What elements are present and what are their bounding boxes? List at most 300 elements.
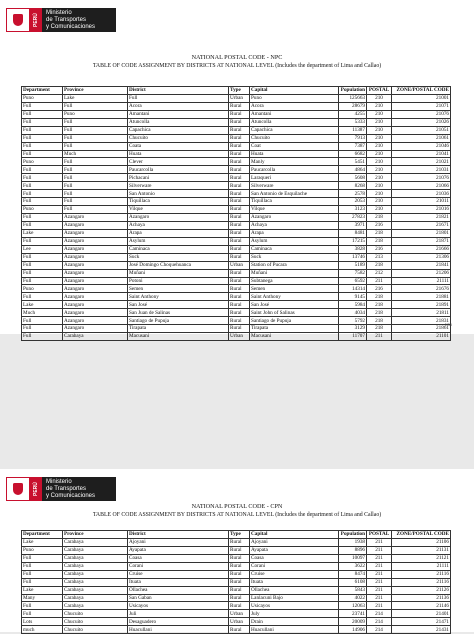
table-cell: Huata bbox=[128, 150, 229, 158]
table-cell: Carabaya bbox=[63, 578, 128, 586]
table-cell: 21821 bbox=[392, 214, 451, 222]
table-cell: Full bbox=[22, 317, 63, 325]
table-cell: Ajoyani bbox=[128, 538, 229, 546]
table-cell: Rural bbox=[229, 253, 250, 261]
table-cell: Azangaro bbox=[63, 301, 128, 309]
table-cell: Corani bbox=[250, 562, 339, 570]
table-cell: Amantani bbox=[128, 110, 229, 118]
table-cell: 17215 bbox=[339, 237, 367, 245]
table-row bbox=[22, 126, 451, 134]
table-cell: 210 bbox=[367, 118, 392, 126]
table-cell: Full bbox=[22, 610, 63, 618]
table-cell: Ollachea bbox=[250, 586, 339, 594]
table-cell: 210 bbox=[367, 166, 392, 174]
table-cell: Urban bbox=[229, 618, 250, 626]
table-cell: 8481 bbox=[339, 229, 367, 237]
table-cell: 211 bbox=[367, 333, 392, 341]
table-cell: 8896 bbox=[339, 546, 367, 554]
table-cell: 21001 bbox=[392, 94, 451, 102]
table-cell: Rural bbox=[229, 150, 250, 158]
table-cell: Puno bbox=[22, 94, 63, 102]
table-cell: 8474 bbox=[339, 570, 367, 578]
table-cell: 21891 bbox=[392, 301, 451, 309]
column-header: Department bbox=[22, 531, 63, 539]
table-cell: 5333 bbox=[339, 118, 367, 126]
table-cell: Urban bbox=[229, 94, 250, 102]
table-cell: Lee bbox=[22, 245, 63, 253]
table-cell: Rural bbox=[229, 110, 250, 118]
column-header: Type bbox=[229, 531, 250, 539]
table-cell: 8268 bbox=[339, 182, 367, 190]
table-cell: 7582 bbox=[339, 269, 367, 277]
column-header: District bbox=[128, 87, 229, 95]
coat-of-arms-icon bbox=[6, 477, 30, 501]
table-cell: 14906 bbox=[339, 626, 367, 634]
table-cell: 21831 bbox=[392, 317, 451, 325]
table-cell: 218 bbox=[367, 301, 392, 309]
table-cell: Carabaya bbox=[63, 538, 128, 546]
table-cell: Full bbox=[22, 126, 63, 134]
table-cell: 21051 bbox=[392, 126, 451, 134]
table-cell: Rural bbox=[229, 578, 250, 586]
table-cell: 5451 bbox=[339, 158, 367, 166]
table-cell: Coasa bbox=[128, 554, 229, 562]
column-header: Population bbox=[339, 531, 367, 539]
table-cell: Ituata bbox=[250, 578, 339, 586]
table-cell: Suck bbox=[128, 253, 229, 261]
table-cell: Macusani bbox=[128, 333, 229, 341]
table-row bbox=[22, 182, 451, 190]
table-row bbox=[22, 301, 451, 309]
table-cell: 6108 bbox=[339, 578, 367, 586]
table-row bbox=[22, 94, 451, 102]
table-cell: 211 bbox=[367, 594, 392, 602]
table-cell: Full bbox=[128, 94, 229, 102]
table-cell: Puno bbox=[250, 94, 339, 102]
table-cell: 21131 bbox=[392, 546, 451, 554]
table-cell: San Gaban bbox=[128, 594, 229, 602]
table-cell: 21146 bbox=[392, 602, 451, 610]
table-cell: 21121 bbox=[392, 554, 451, 562]
table-row bbox=[22, 102, 451, 110]
page-subtitle: TABLE OF CODE ASSIGNMENT BY DISTRICTS AT NATIONAL LEVEL (Includes the department of Lima and Callao) bbox=[92, 63, 382, 69]
table-cell: Paucarcolla bbox=[128, 166, 229, 174]
table-cell: 20009 bbox=[339, 618, 367, 626]
table-cell: Full bbox=[22, 261, 63, 269]
table-cell: Ayapata bbox=[250, 546, 339, 554]
table-cell: Full bbox=[63, 118, 128, 126]
table-cell: Ajoyani bbox=[250, 538, 339, 546]
table-cell: Rural bbox=[229, 309, 250, 317]
table-cell: Rural bbox=[229, 198, 250, 206]
table-cell: Full bbox=[22, 221, 63, 229]
table-cell: 21066 bbox=[392, 182, 451, 190]
table-cell: Coasa bbox=[250, 554, 339, 562]
table-cell: Lake bbox=[22, 586, 63, 594]
table-cell: Much bbox=[63, 150, 128, 158]
table-cell: 216 bbox=[367, 221, 392, 229]
table-cell: Usicayos bbox=[250, 602, 339, 610]
table-cell: Rural bbox=[229, 118, 250, 126]
table-cell: Rural bbox=[229, 142, 250, 150]
table-cell: Carabaya bbox=[63, 594, 128, 602]
document-page-2 bbox=[0, 469, 474, 632]
table-cell: 211 bbox=[367, 277, 392, 285]
postal-code-table bbox=[21, 86, 451, 341]
table-row bbox=[22, 317, 451, 325]
coat-of-arms-icon bbox=[6, 8, 30, 32]
table-row bbox=[22, 134, 451, 142]
table-cell: Carabaya bbox=[63, 554, 128, 562]
table-cell: Carabaya bbox=[63, 602, 128, 610]
table-cell: San Juan de Salinas bbox=[128, 309, 229, 317]
table-row bbox=[22, 333, 451, 341]
table-cell: 210 bbox=[367, 126, 392, 134]
table-cell: 21031 bbox=[392, 166, 451, 174]
table-cell: 214 bbox=[367, 626, 392, 634]
table-row bbox=[22, 586, 451, 594]
table-cell: Vilque bbox=[128, 206, 229, 214]
table-row bbox=[22, 237, 451, 245]
table-row bbox=[22, 221, 451, 229]
table-cell: Full bbox=[22, 118, 63, 126]
ministry-logo bbox=[6, 8, 116, 32]
table-cell: Clever bbox=[128, 158, 229, 166]
table-cell: 21871 bbox=[392, 237, 451, 245]
table-cell: Azangaro bbox=[63, 285, 128, 293]
table-cell: 5843 bbox=[339, 586, 367, 594]
table-row bbox=[22, 538, 451, 546]
table-cell: 21106 bbox=[392, 538, 451, 546]
table-cell: 218 bbox=[367, 214, 392, 222]
table-cell: Paucarcolla bbox=[250, 166, 339, 174]
table-cell: 212 bbox=[367, 269, 392, 277]
table-row bbox=[22, 554, 451, 562]
table-cell: Full bbox=[22, 182, 63, 190]
table-cell: 210 bbox=[367, 158, 392, 166]
table-cell: Azangaro bbox=[63, 253, 128, 261]
table-cell: 21471 bbox=[392, 618, 451, 626]
table-cell: 210 bbox=[367, 174, 392, 182]
table-cell: 218 bbox=[367, 261, 392, 269]
table-cell: 21011 bbox=[392, 198, 451, 206]
table-cell: Rural bbox=[229, 166, 250, 174]
table-cell: Coata bbox=[128, 142, 229, 150]
table-cell: 4022 bbox=[339, 594, 367, 602]
table-cell: July bbox=[250, 610, 339, 618]
ministry-logo bbox=[6, 477, 116, 501]
table-cell: Santiago de Pupuja bbox=[128, 317, 229, 325]
table-cell: Rural bbox=[229, 245, 250, 253]
column-header: ZONE/POSTAL CODE bbox=[392, 87, 451, 95]
table-cell: Rural bbox=[229, 214, 250, 222]
table-cell: 21861 bbox=[392, 325, 451, 333]
table-cell: Full bbox=[22, 102, 63, 110]
table-cell: Semen bbox=[250, 285, 339, 293]
table-cell: Azangaro bbox=[63, 277, 128, 285]
table-cell: 13746 bbox=[339, 253, 367, 261]
table-row bbox=[22, 142, 451, 150]
table-cell: Acora bbox=[128, 102, 229, 110]
table-cell: 214 bbox=[367, 610, 392, 618]
table-cell: Full bbox=[22, 237, 63, 245]
table-row bbox=[22, 118, 451, 126]
table-cell: Semen bbox=[128, 285, 229, 293]
table-cell: Azangaro bbox=[63, 325, 128, 333]
table-cell: Many bbox=[22, 594, 63, 602]
table-cell: San Antonio de Esquilache bbox=[250, 190, 339, 198]
page-number: 1/66 bbox=[444, 322, 452, 327]
table-cell: 21046 bbox=[392, 142, 451, 150]
table-cell: 125663 bbox=[339, 94, 367, 102]
table-cell: Rural bbox=[229, 586, 250, 594]
table-cell: Lake bbox=[22, 229, 63, 237]
table-cell: 210 bbox=[367, 102, 392, 110]
table-cell: 2053 bbox=[339, 198, 367, 206]
table-cell: Full bbox=[22, 269, 63, 277]
table-cell: Subtanega bbox=[250, 277, 339, 285]
table-cell: Drain bbox=[250, 618, 339, 626]
table-cell: 210 bbox=[367, 206, 392, 214]
table-cell: Full bbox=[63, 126, 128, 134]
table-cell: Ituata bbox=[128, 578, 229, 586]
brand-label: PERÚ bbox=[30, 8, 42, 32]
table-cell: Rural bbox=[229, 102, 250, 110]
table-cell: 21116 bbox=[392, 578, 451, 586]
table-cell: Laraqueri bbox=[250, 174, 339, 182]
page-title: NATIONAL POSTAL CODE - NPC bbox=[191, 54, 283, 61]
table-cell: Arapa bbox=[250, 229, 339, 237]
table-cell: 21811 bbox=[392, 309, 451, 317]
table-cell: 21306 bbox=[392, 253, 451, 261]
table-cell: 21801 bbox=[392, 229, 451, 237]
table-cell: Chucuito bbox=[63, 626, 128, 634]
table-cell: Full bbox=[63, 206, 128, 214]
table-cell: Asylum bbox=[250, 237, 339, 245]
table-cell: 210 bbox=[367, 142, 392, 150]
table-cell: 11707 bbox=[339, 333, 367, 341]
table-row bbox=[22, 206, 451, 214]
table-row bbox=[22, 245, 451, 253]
table-cell: Chucuito bbox=[63, 618, 128, 626]
table-row bbox=[22, 293, 451, 301]
table-row bbox=[22, 546, 451, 554]
column-header: Department bbox=[22, 87, 63, 95]
table-cell: Puno bbox=[22, 285, 63, 293]
table-cell: Rural bbox=[229, 269, 250, 277]
table-cell: Rural bbox=[229, 562, 250, 570]
table-cell: Rural bbox=[229, 237, 250, 245]
table-cell: 14314 bbox=[339, 285, 367, 293]
column-header: Province bbox=[63, 531, 128, 539]
table-cell: 6682 bbox=[339, 150, 367, 158]
table-row bbox=[22, 229, 451, 237]
table-cell: Carabaya bbox=[63, 546, 128, 554]
table-cell: Cruise bbox=[250, 570, 339, 578]
table-cell: 3123 bbox=[339, 206, 367, 214]
table-cell: 21036 bbox=[392, 190, 451, 198]
table-cell: Chucuito bbox=[63, 610, 128, 618]
table-row bbox=[22, 277, 451, 285]
table-cell: Full bbox=[63, 102, 128, 110]
table-cell: 21071 bbox=[392, 102, 451, 110]
table-cell: 218 bbox=[367, 293, 392, 301]
table-cell: Full bbox=[22, 554, 63, 562]
table-cell: 216 bbox=[367, 245, 392, 253]
table-cell: Full bbox=[63, 182, 128, 190]
table-cell: 211 bbox=[367, 586, 392, 594]
table-row bbox=[22, 285, 451, 293]
table-cell: Caminaca bbox=[250, 245, 339, 253]
table-cell: Desaguadero bbox=[128, 618, 229, 626]
table-cell: Urban bbox=[229, 610, 250, 618]
table-cell: 211 bbox=[367, 562, 392, 570]
table-row bbox=[22, 166, 451, 174]
table-cell: Urban bbox=[229, 333, 250, 341]
table-cell: Vilque bbox=[250, 206, 339, 214]
column-header: Population bbox=[339, 87, 367, 95]
table-cell: Asylum bbox=[128, 237, 229, 245]
table-cell: Pichacani bbox=[128, 174, 229, 182]
table-cell: Huata bbox=[250, 150, 339, 158]
table-cell: Manly bbox=[250, 158, 339, 166]
table-cell: 21076 bbox=[392, 110, 451, 118]
table-cell: 218 bbox=[367, 325, 392, 333]
table-cell: Rural bbox=[229, 594, 250, 602]
table-cell: Caminaca bbox=[128, 245, 229, 253]
table-cell: Tirapata bbox=[250, 325, 339, 333]
table-cell: 21061 bbox=[392, 134, 451, 142]
table-cell: Puno bbox=[22, 158, 63, 166]
table-row bbox=[22, 570, 451, 578]
table-cell: 21041 bbox=[392, 150, 451, 158]
table-cell: Rural bbox=[229, 325, 250, 333]
column-header: Capital bbox=[250, 87, 339, 95]
ministry-name: Ministerio de Transportes y Comunicaciones bbox=[42, 8, 116, 32]
table-cell: 21016 bbox=[392, 206, 451, 214]
table-cell: Muñani bbox=[250, 269, 339, 277]
table-cell: Amantani bbox=[250, 110, 339, 118]
table-cell: Azangaro bbox=[128, 214, 229, 222]
table-row bbox=[22, 110, 451, 118]
table-cell: 5608 bbox=[339, 174, 367, 182]
table-cell: Full bbox=[22, 142, 63, 150]
table-cell: 27823 bbox=[339, 214, 367, 222]
table-cell: 21841 bbox=[392, 261, 451, 269]
table-cell: 210 bbox=[367, 182, 392, 190]
table-cell: Tirapata bbox=[128, 325, 229, 333]
table-cell: Full bbox=[22, 214, 63, 222]
table-cell: Full bbox=[63, 190, 128, 198]
table-cell: Acora bbox=[250, 102, 339, 110]
table-cell: 21881 bbox=[392, 293, 451, 301]
table-cell: 5792 bbox=[339, 317, 367, 325]
table-cell: 211 bbox=[367, 578, 392, 586]
table-row bbox=[22, 174, 451, 182]
table-cell: 21671 bbox=[392, 221, 451, 229]
table-cell: Rural bbox=[229, 626, 250, 634]
column-header: District bbox=[128, 531, 229, 539]
table-cell: Rural bbox=[229, 317, 250, 325]
table-cell: Saint Anthony bbox=[128, 293, 229, 301]
page-title: NATIONAL POSTAL CODE - CPN bbox=[191, 503, 283, 510]
table-cell: San José bbox=[250, 301, 339, 309]
table-cell: Saint Anthony bbox=[250, 293, 339, 301]
table-cell: 210 bbox=[367, 134, 392, 142]
table-cell: 12063 bbox=[339, 602, 367, 610]
table-cell: 3622 bbox=[339, 562, 367, 570]
table-header-row bbox=[22, 531, 451, 539]
column-header: ZONE/POSTAL CODE bbox=[392, 531, 451, 539]
table-cell: San José bbox=[128, 301, 229, 309]
table-cell: Full bbox=[63, 134, 128, 142]
table-cell: Full bbox=[22, 570, 63, 578]
table-cell: Arapa bbox=[128, 229, 229, 237]
table-cell: 11387 bbox=[339, 126, 367, 134]
table-cell: 21401 bbox=[392, 610, 451, 618]
table-cell: 4255 bbox=[339, 110, 367, 118]
table-cell: 21116 bbox=[392, 570, 451, 578]
table-cell: 210 bbox=[367, 94, 392, 102]
table-row bbox=[22, 618, 451, 626]
table-cell: Muñani bbox=[128, 269, 229, 277]
table-cell: Carabaya bbox=[63, 562, 128, 570]
table-cell: Azangaro bbox=[63, 229, 128, 237]
table-cell: Azangaro bbox=[63, 221, 128, 229]
table-cell: Azangaro bbox=[63, 309, 128, 317]
table-row bbox=[22, 190, 451, 198]
table-cell: Full bbox=[63, 198, 128, 206]
table-cell: Chucuito bbox=[250, 134, 339, 142]
table-cell: Full bbox=[22, 174, 63, 182]
table-cell: 28679 bbox=[339, 102, 367, 110]
table-cell: Azangaro bbox=[63, 293, 128, 301]
table-cell: Rural bbox=[229, 229, 250, 237]
table-cell: Capachica bbox=[128, 126, 229, 134]
table-cell: Rural bbox=[229, 126, 250, 134]
table-cell: Rural bbox=[229, 190, 250, 198]
table-cell: Puno bbox=[22, 546, 63, 554]
table-cell: Rural bbox=[229, 554, 250, 562]
table-cell: Capachica bbox=[250, 126, 339, 134]
table-cell: Azangaro bbox=[63, 237, 128, 245]
table-cell: Azangaro bbox=[250, 214, 339, 222]
table-cell: Tiquillaca bbox=[250, 198, 339, 206]
table-cell: Rural bbox=[229, 174, 250, 182]
table-cell: Full bbox=[22, 293, 63, 301]
table-cell: Cruise bbox=[128, 570, 229, 578]
table-row bbox=[22, 198, 451, 206]
table-cell: Rural bbox=[229, 602, 250, 610]
table-cell: Lake bbox=[22, 301, 63, 309]
table-cell: 211 bbox=[367, 546, 392, 554]
table-cell: Rural bbox=[229, 538, 250, 546]
table-cell: 21111 bbox=[392, 562, 451, 570]
table-cell: Full bbox=[22, 333, 63, 341]
postal-code-table bbox=[21, 530, 451, 634]
table-cell: Full bbox=[22, 602, 63, 610]
table-cell: 3129 bbox=[339, 325, 367, 333]
table-row bbox=[22, 261, 451, 269]
table-cell: Full bbox=[22, 277, 63, 285]
ministry-name: Ministerio de Transportes y Comunicaciones bbox=[42, 477, 116, 501]
table-cell: 6592 bbox=[339, 277, 367, 285]
table-cell: Full bbox=[63, 142, 128, 150]
table-cell: Rural bbox=[229, 277, 250, 285]
table-cell: 214 bbox=[367, 618, 392, 626]
table-cell: 7387 bbox=[339, 142, 367, 150]
table-cell: Puno bbox=[63, 110, 128, 118]
